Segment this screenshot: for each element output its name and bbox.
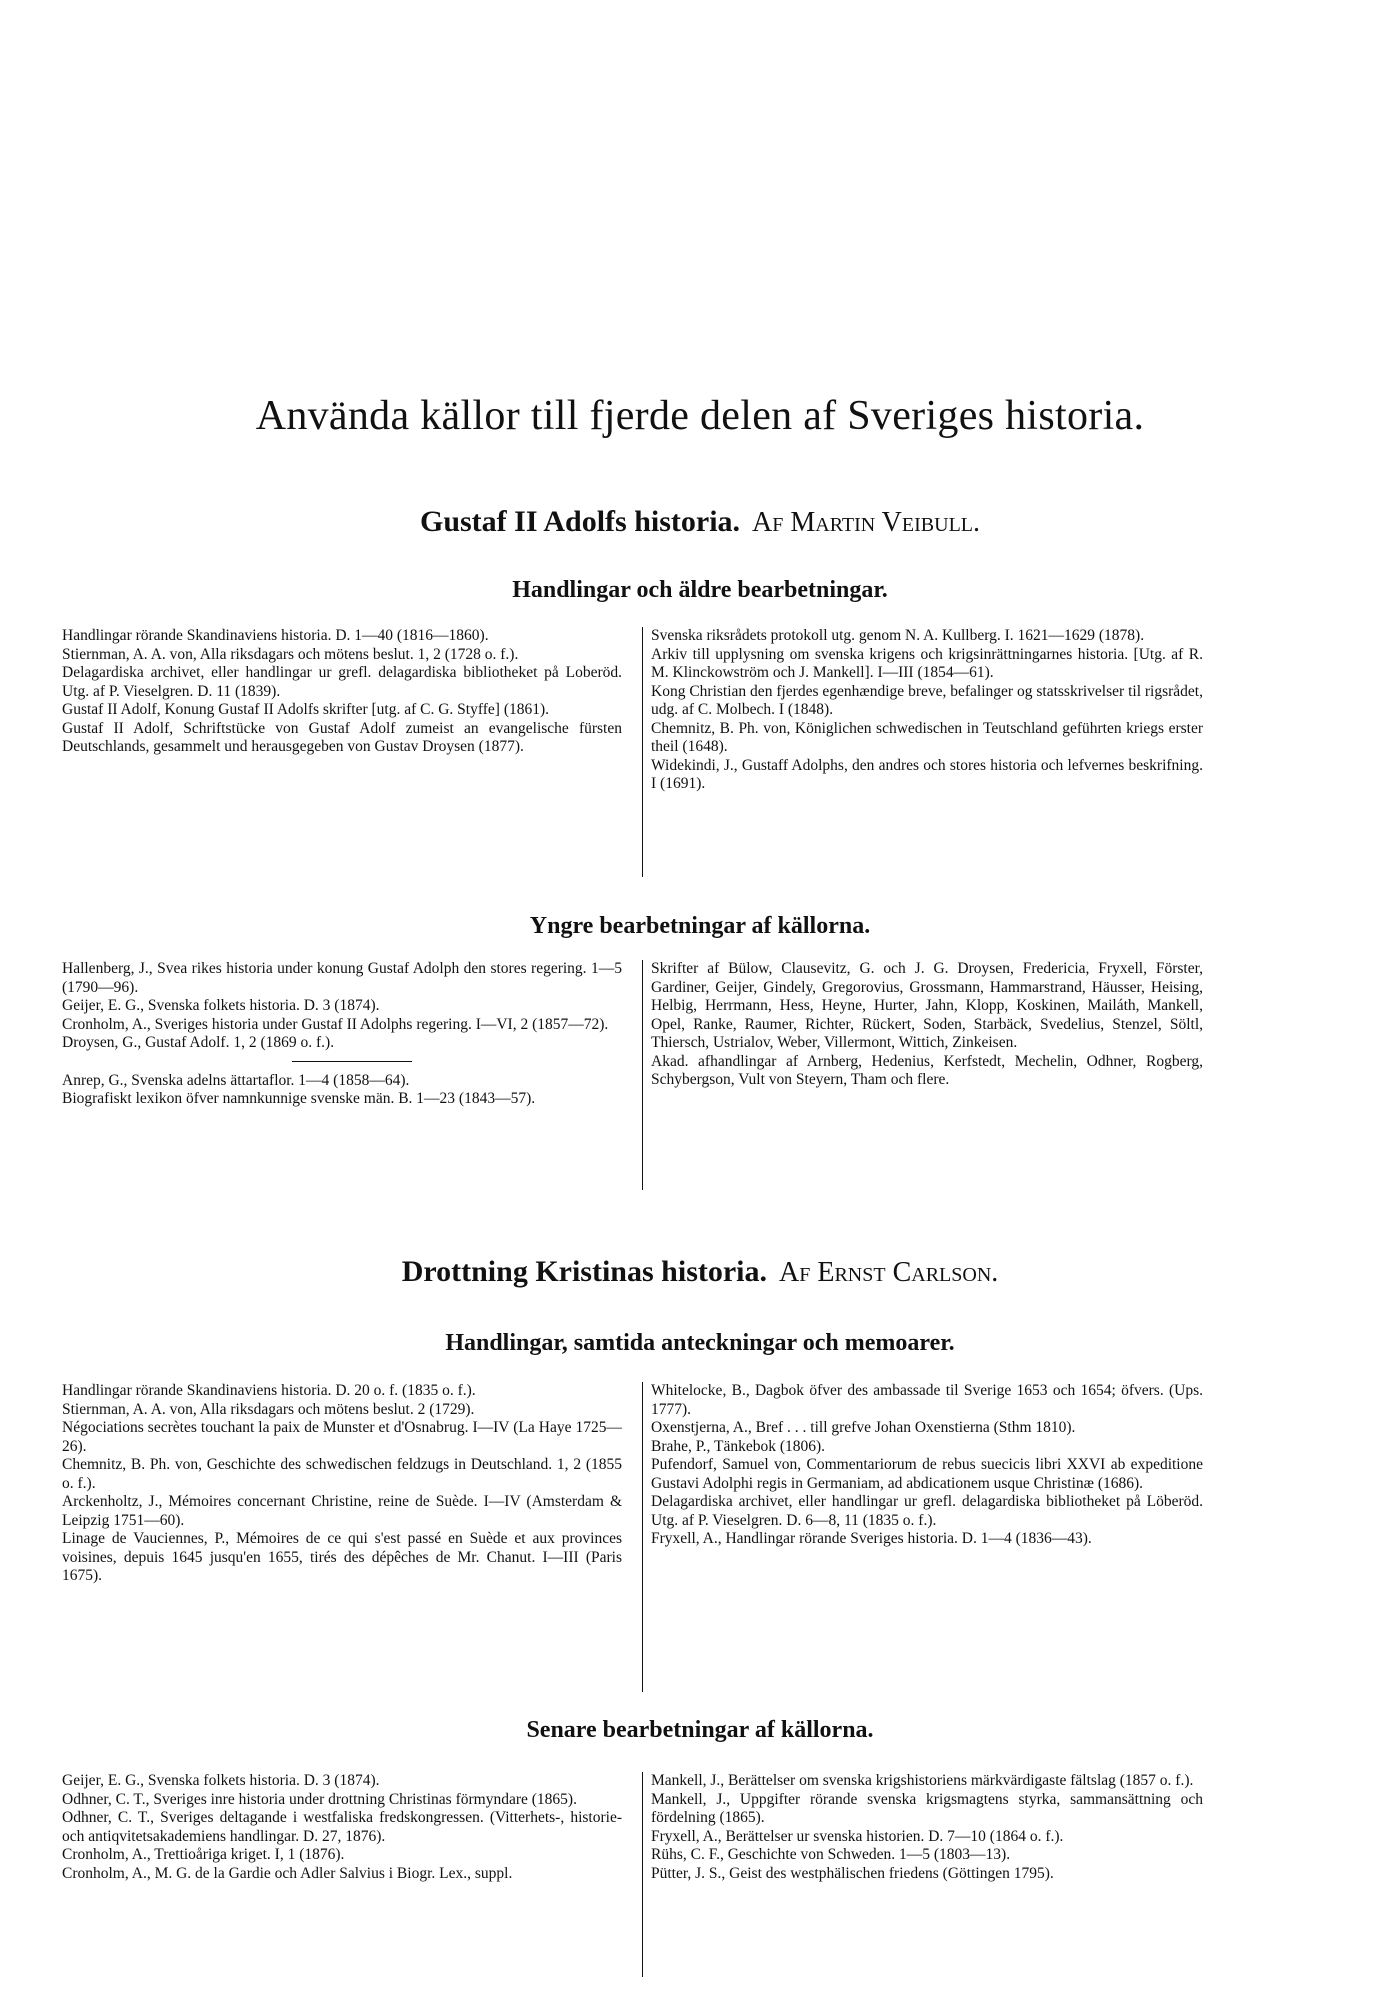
- bibliography-entry: Cronholm, A., Sveriges historia under Gustaf II Adolphs regering. I—VI, 2 (1857—72).: [62, 1015, 609, 1033]
- bibliography-entry: Handlingar rörande Skandinaviens historia. D. 1—40 (1816—1860).: [62, 627, 489, 644]
- bibliography-entry: Cronholm, A., Trettioåriga kriget. I, 1 (1876).: [62, 1846, 345, 1863]
- sub-heading-yngre: Yngre bearbetningar af källorna.: [529, 913, 871, 939]
- entries-left-column: [62, 1772, 622, 1883]
- bibliography-entry: Geijer, E. G., Svenska folkets historia. D. 3 (1874).: [62, 997, 380, 1014]
- section-title-kristina: [0, 1255, 1400, 1289]
- bibliography-entry: Pütter, J. S., Geist des westphälischen friedens (Göttingen 1795).: [651, 1864, 1054, 1882]
- bibliography-entry: Whitelocke, B., Dagbok öfver des ambassade til Sverige 1653 och 1654; öfvers. (Ups. 1777).: [651, 1382, 1203, 1418]
- bibliography-entry: Gustaf II Adolf, Konung Gustaf II Adolfs skrifter [utg. af C. G. Styffe] (1861).: [62, 701, 550, 718]
- bibliography-entry: Skrifter af Bülow, Clausevitz, G. och J. G. Droysen, Fredericia, Fryxell, Förster, Gardiner, Geijer, Gindely, Gregorovius, Grossmann, Hammarstrand, Häusser, Heising, Helbig, Herrmann, Hess, Heyne, Hurter, Jahn, Klopp, Koskinen, Mailáth, Mankell, Opel, Ranke, Raumer, Richter, Rückert, Soden, Starbäck, Svedelius, Stenzel, Söltl, Thiersch, Ustrialov, Weber, Villermont, Wittich, Zinkeisen.: [651, 960, 1203, 1051]
- bibliography-entry: Gustaf II Adolf, Schriftstücke von Gustaf Adolf zumeist an evangelische fürsten Deutschlands, gesammelt und herausgegeben von Gustav Droysen (1877).: [62, 719, 622, 755]
- bibliography-entry: Fryxell, A., Berättelser ur svenska historien. D. 7—10 (1864 o. f.).: [651, 1827, 1064, 1845]
- bibliography-entry: Delagardiska archivet, eller handlingar ur grefl. delagardiska bibliotheket på Loberöd. Utg. af P. Vieselgren. D. 11 (1839).: [62, 664, 622, 700]
- sub-heading-handlingar: Handlingar och äldre bearbetningar.: [512, 577, 888, 603]
- entries-block-handlingar: [62, 627, 1202, 882]
- entries-right-column: [642, 960, 1203, 1190]
- entries-left-column: [62, 1382, 622, 1586]
- bibliography-entry: Widekindi, J., Gustaff Adolphs, den andres och stores historia och lefvernes beskrifning. I (1691).: [651, 756, 1203, 792]
- entries-right-column: [642, 627, 1203, 877]
- bibliography-entry: Rühs, C. F., Geschichte von Schweden. 1—5 (1803—13).: [651, 1846, 1011, 1863]
- bibliography-entry: Linage de Vauciennes, P., Mémoires de ce qui s'est passé en Suède et aux provinces voisines, depuis 1645 jusqu'en 1655, tirés des dépêches de Mr. Chanut. I—III (Paris 1675).: [62, 1530, 622, 1584]
- entries-block-senare: [62, 1772, 1202, 1987]
- bibliography-entry: Brahe, P., Tänkebok (1806).: [651, 1437, 826, 1455]
- bibliography-entry: Odhner, C. T., Sveriges inre historia under drottning Christinas förmyndare (1865).: [62, 1790, 577, 1808]
- bibliography-entry: Stiernman, A. A. von, Alla riksdagars och mötens beslut. 2 (1729).: [62, 1400, 475, 1418]
- bibliography-entry: Odhner, C. T., Sveriges deltagande i westfaliska fredskongressen. (Vitterhets-, historie- och antiqvitetsakademiens handlingar. D. 27, 1876).: [62, 1809, 622, 1845]
- bibliography-entry: Cronholm, A., M. G. de la Gardie och Adler Salvius i Biogr. Lex., suppl.: [62, 1864, 513, 1882]
- entries-left-column: [62, 627, 622, 757]
- entries-block-yngre: [62, 960, 1202, 1200]
- entries-block-memoarer: [62, 1382, 1202, 1697]
- bibliography-entry: Arckenholtz, J., Mémoires concernant Christine, reine de Suède. I—IV (Amsterdam & Leipzig 1751—60).: [62, 1493, 622, 1529]
- bibliography-entry: Chemnitz, B. Ph. von, Königlichen schwedischen in Teutschland geführten kriegs erster theil (1648).: [651, 719, 1203, 755]
- bibliography-entry: Pufendorf, Samuel von, Commentariorum de rebus suecicis libri XXVI ab expeditione Gustavi Adolphi regis in Germaniam, ad abdicationem usque Christinæ (1686).: [651, 1456, 1203, 1492]
- bibliography-entry: Mankell, J., Uppgifter rörande svenska krigsmagtens styrka, sammansättning och fördelning (1865).: [651, 1790, 1203, 1826]
- bibliography-entry: Chemnitz, B. Ph. von, Geschichte des schwedischen feldzugs in Deutschland. 1, 2 (1855 o. f.).: [62, 1456, 622, 1492]
- bibliography-entry: Négociations secrètes touchant la paix de Munster et d'Osnabrug. I—IV (La Haye 1725—26).: [62, 1419, 622, 1455]
- bibliography-entry: Hallenberg, J., Svea rikes historia under konung Gustaf Adolph den stores regering. 1—5 (1790—96).: [62, 960, 622, 996]
- bibliography-entry: Akad. afhandlingar af Arnberg, Hedenius, Kerfstedt, Mechelin, Odhner, Rogberg, Schybergson, Vult von Steyern, Tham och flere.: [651, 1052, 1203, 1088]
- section-title-text: Drottning Kristinas historia.: [401, 1255, 768, 1288]
- bibliography-entry: Anrep, G., Svenska adelns ättartaflor. 1—4 (1858—64).: [62, 1071, 410, 1089]
- entries-left-column: [62, 960, 622, 1109]
- entries-right-column: [642, 1772, 1203, 1977]
- bibliography-entry: Svenska riksrådets protokoll utg. genom N. A. Kullberg. I. 1621—1629 (1878).: [651, 627, 1145, 644]
- section-title-gustaf: [0, 505, 1400, 539]
- bibliography-entry: Fryxell, A., Handlingar rörande Sveriges historia. D. 1—4 (1836—43).: [651, 1530, 1092, 1547]
- bibliography-entry: Stiernman, A. A. von, Alla riksdagars och mötens beslut. 1, 2 (1728 o. f.).: [62, 645, 519, 663]
- section-author: Af Ernst Carlson.: [779, 1257, 999, 1288]
- bibliography-entry: Arkiv till upplysning om svenska krigens och krigsinrättningarnes historia. [Utg. af R. M. Klinckowström och J. Mankell]. I—III (1854—61).: [651, 645, 1203, 681]
- entries-right-column: [642, 1382, 1203, 1692]
- bibliography-entry: Biografiskt lexikon öfver namnkunnige svenske män. B. 1—23 (1843—57).: [62, 1090, 536, 1107]
- bibliography-entry: Mankell, J., Berättelser om svenska krigshistoriens märkvärdigaste fältslag (1857 o. f.).: [651, 1772, 1194, 1789]
- sub-heading-senare: Senare bearbetningar af källorna.: [526, 1717, 874, 1743]
- sub-heading-memoarer: Handlingar, samtida anteckningar och memoarer.: [445, 1330, 955, 1356]
- bibliography-entry: Delagardiska archivet, eller handlingar ur grefl. delagardiska bibliotheket på Löberöd. Utg. af P. Vieselgren. D. 6—8, 11 (1835 o. f.).: [651, 1493, 1203, 1529]
- bibliography-entry: Droysen, G., Gustaf Adolf. 1, 2 (1869 o. f.).: [62, 1034, 335, 1051]
- bibliography-entry: Oxenstjerna, A., Bref . . . till grefve Johan Oxenstierna (Sthm 1810).: [651, 1419, 1076, 1436]
- separator-rule: [292, 1061, 412, 1062]
- bibliography-entry: Kong Christian den fjerdes egenhændige breve, befalinger og statsskrivelser til rigsrådet, udg. af C. Molbech. I (1848).: [651, 682, 1203, 718]
- page-title: Använda källor till fjerde delen af Sveriges historia.: [255, 393, 1145, 439]
- section-title-text: Gustaf II Adolfs historia.: [419, 505, 741, 538]
- bibliography-entry: Handlingar rörande Skandinaviens historia. D. 20 o. f. (1835 o. f.).: [62, 1382, 476, 1399]
- bibliography-entry: Geijer, E. G., Svenska folkets historia. D. 3 (1874).: [62, 1772, 380, 1789]
- section-author: Af Martin Veibull.: [752, 507, 980, 538]
